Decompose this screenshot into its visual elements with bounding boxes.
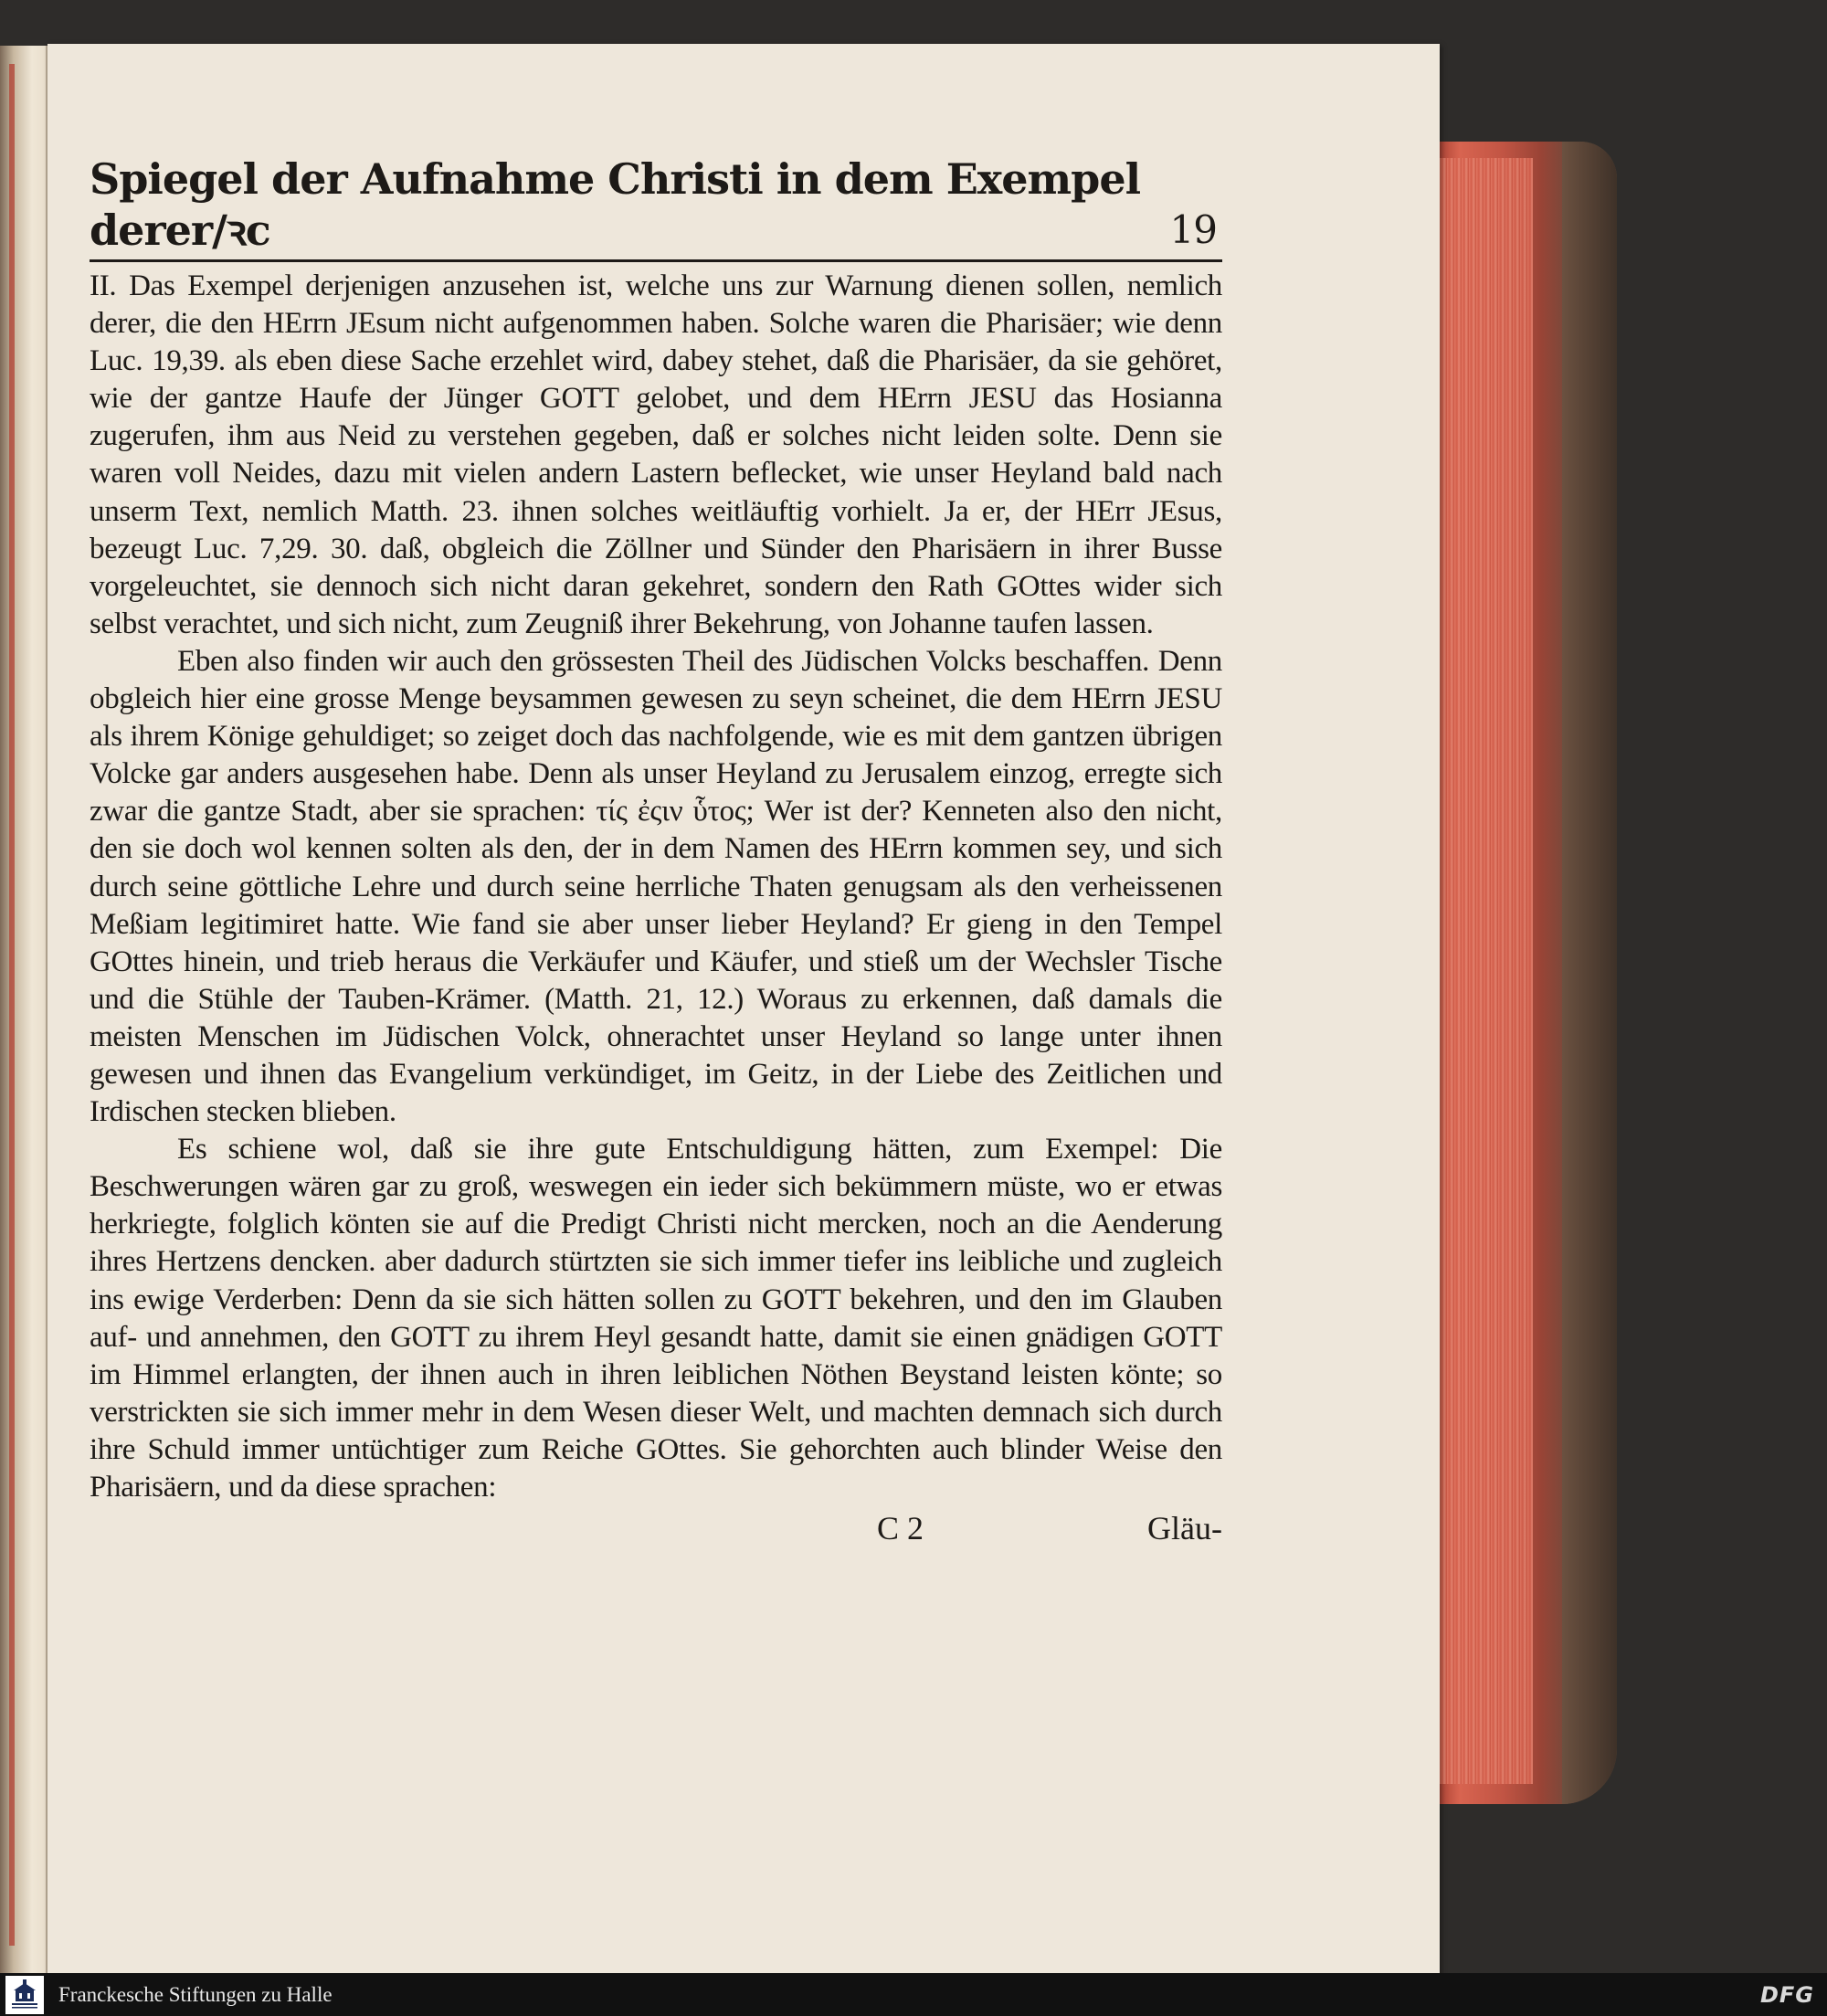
dfg-logo: DFG [1759,1981,1814,2008]
red-page-edges [1432,158,1533,1784]
paragraph-1: II. Das Exempel derjenigen anzusehen ist, welche uns zur Warnung dienen sollen, nemlich derer, die den HErrn JEsum nicht aufgenommen haben. Solche waren die Pharisäer; wie denn Luc. 19,39. als eben diese Sache erzehlet wird, dabey stehet, daß die Pharisäer, da sie gehöret, wie der gantze Haufe der Jünger GOTT gelobet, und dem HErrn JESU das Hosianna zugerufen, ihm aus Neid zu verstehen gegeben, daß er solches nicht leiden solte. Denn sie waren voll Neides, dazu mit vielen andern Lastern beflecket, wie unser Heyland bald nach unserm Text, nemlich Matth. 23. ihnen solches weitläuftig vorhielt. Ja er, der HErr JEsus, bezeugt Luc. 7,29. 30. daß, obgleich die Zöllner und Sünder den Pharisäern in ihrer Busse vorgeleuchtet, sie dennoch sich nicht daran gekehret, sondern den Rath GOttes wider sich selbst verachtet, und sich nicht, zum Zeugniß ihrer Bekehrung, von Johanne taufen lassen. [90,269,1222,640]
page-number: 19 [1169,207,1217,252]
body-text [90,268,1222,1506]
paragraph-3: Es schiene wol, daß sie ihre gute Entschuldigung hätten, zum Exempel: Die Beschwerungen wären gar zu groß, weswegen ein ieder sich bekümmern müste, wo er etwas herkriegte, folglich könten sie auf die Predigt Christi nicht mercken, noch an die Aenderung ihres Hertzens dencken. aber dadurch stürtzten sie sich immer tiefer ins leibliche und zugleich ins ewige Verderben: Denn da sie sich hätten sollen zu GOTT bekehren, und den im Glauben auf- und annehmen, den GOTT zu ihrem Heyl gesandt hatte, damit sie einen gnädigen GOTT im Himmel erlangten, der ihnen auch in ihren leiblichen Nöthen Beystand leisten könte; so verstrickten sie sich immer mehr in dem Wesen dieser Welt, und machten demnach sich durch ihre Schuld immer untüchtiger zum Reiche GOttes. Sie gehorchten auch blinder Weise den Pharisäern, und da diese sprachen: [90,1133,1222,1504]
institution-name: Franckesche Stiftungen zu Halle [58,1982,333,2006]
book-cover-edge [1562,142,1617,1804]
running-head-title: Spiegel der Aufnahme Christi in dem Exempel derer/ꝛc [90,154,1141,255]
book-page [48,44,1440,1988]
signature-mark: C 2 [877,1510,924,1547]
running-head [90,153,1222,262]
viewer-bottom-bar [0,1973,1827,2016]
catchword: Gläu- [1147,1510,1222,1547]
left-page-edge [0,46,48,1973]
page-footer [90,1508,1222,1548]
page-content [90,153,1222,1548]
paragraph-2: Eben also finden wir auch den grössesten Theil des Jüdischen Volcks beschaffen. Denn obgleich hier eine grosse Menge beysammen gewesen zu seyn scheinet, die dem HErrn JESU als ihrem Könige gehuldiget; so zeiget doch das nachfolgende, wie es mit dem gantzen übrigen Volcke gar anders ausgesehen habe. Denn als unser Heyland zu Jerusalem einzog, erregte sich zwar die gantze Stadt, aber sie sprachen: τίς ἐςιν ὗτος; Wer ist der? Kenneten also den nicht, den sie doch wol kennen solten als den, der in dem Namen des HErrn kommen sey, und sich durch seine göttliche Lehre und durch seine herrliche Thaten genugsam als den verheissenen Meßiam legitimiret hatte. Wie fand sie aber unser lieber Heyland? Er gieng in den Tempel GOttes hinein, und trieb heraus die Verkäufer und Käufer, und stieß um der Wechsler Tische und die Stühle der Tauben-Krämer. (Matth. 21, 12.) Woraus zu erkennen, daß damals die meisten Menschen im Jüdischen Volck, ohnerachtet unser Heyland so lange unter ihnen gewesen und ihnen das Evangelium verkündiget, im Geitz, in der Liebe des Zeitlichen und Irdischen stecken blieben. [90,644,1222,1129]
left-page-red-edge [9,64,15,1946]
institution-logo-icon [5,1976,44,2014]
book-fore-edge [1425,142,1617,1804]
